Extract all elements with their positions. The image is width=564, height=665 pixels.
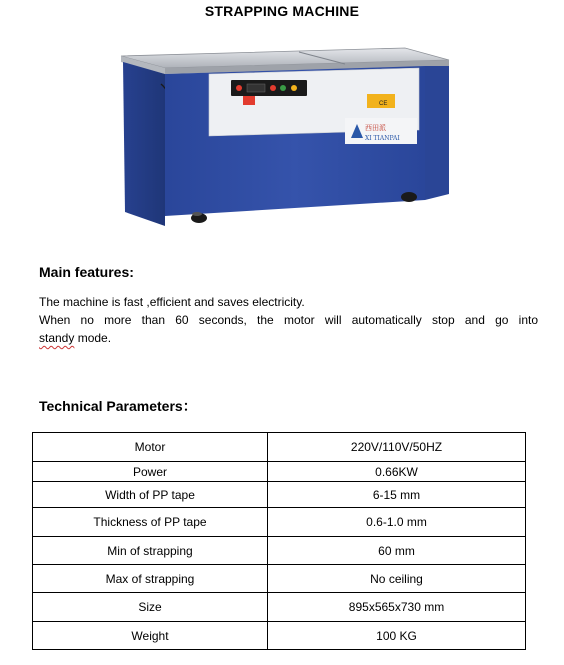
feature-line-3-rest: mode. (74, 331, 112, 345)
misspelled-word: standy (39, 331, 75, 345)
table-row (33, 537, 526, 565)
page-title: STRAPPING MACHINE (204, 3, 360, 19)
table-row (33, 622, 526, 650)
table-row (33, 565, 526, 593)
param-name: Thickness of PP tape (33, 508, 268, 537)
technical-parameters-table (32, 432, 526, 650)
feature-line-2: When no more than 60 seconds, the motor will automatically stop and go into (39, 313, 538, 327)
brand-name: XI TIANPAI (365, 135, 400, 142)
param-name: Power (33, 462, 268, 482)
table-row (33, 593, 526, 622)
param-value: 60 mm (268, 537, 526, 565)
param-value: 100 KG (268, 622, 526, 650)
param-name: Size (33, 593, 268, 622)
table-row (33, 462, 526, 482)
brand-name-cn: 西田派 (365, 124, 386, 132)
table-row (33, 482, 526, 508)
param-name: Motor (33, 433, 268, 462)
param-name: Max of strapping (33, 565, 268, 593)
main-features-heading: Main features: (39, 264, 134, 280)
param-name: Min of strapping (33, 537, 268, 565)
param-value: 895x565x730 mm (268, 593, 526, 622)
param-name: Width of PP tape (33, 482, 268, 508)
param-value: 6-15 mm (268, 482, 526, 508)
feature-line-3 (39, 329, 111, 347)
param-value: No ceiling (268, 565, 526, 593)
param-value: 0.66KW (268, 462, 526, 482)
ce-mark: CE (379, 101, 388, 107)
technical-parameters-heading: Technical Parameters： (39, 398, 197, 414)
param-value: 220V/110V/50HZ (268, 433, 526, 462)
feature-line-1: The machine is fast ,efficient and saves electricity. (39, 295, 305, 309)
param-value: 0.6-1.0 mm (268, 508, 526, 537)
table-row (33, 433, 526, 462)
param-name: Weight (33, 622, 268, 650)
table-row (33, 508, 526, 537)
strapping-machine-image (113, 44, 453, 230)
